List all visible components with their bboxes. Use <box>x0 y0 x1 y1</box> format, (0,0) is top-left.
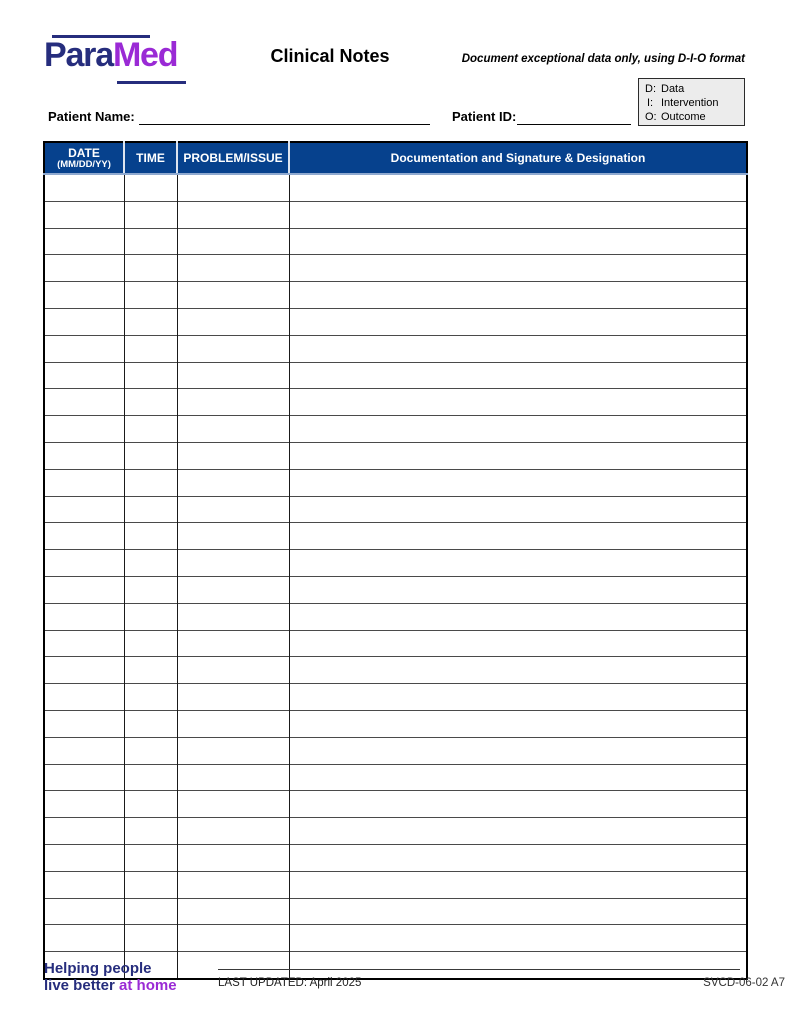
documentation-cell <box>289 174 747 201</box>
documentation-cell <box>289 764 747 791</box>
tagline-line1: Helping people <box>44 960 152 977</box>
patient-id-line <box>517 109 631 125</box>
documentation-cell <box>289 952 747 979</box>
patient-id-label: Patient ID: <box>452 109 517 124</box>
time-cell <box>124 228 177 255</box>
documentation-cell <box>289 657 747 684</box>
tagline-live-better: live better <box>44 976 115 994</box>
documentation-cell <box>289 791 747 818</box>
time-cell <box>124 925 177 952</box>
problem-cell <box>177 657 289 684</box>
legend-key: I: <box>647 97 654 109</box>
date-cell <box>44 201 124 228</box>
dio-legend <box>638 78 745 126</box>
date-cell <box>44 442 124 469</box>
logo-bottom-rule <box>117 81 186 84</box>
documentation-cell <box>289 898 747 925</box>
time-cell <box>124 335 177 362</box>
documentation-cell <box>289 710 747 737</box>
date-cell <box>44 710 124 737</box>
documentation-cell <box>289 871 747 898</box>
problem-cell <box>177 335 289 362</box>
date-cell <box>44 657 124 684</box>
date-cell <box>44 496 124 523</box>
dio-format-note: Document exceptional data only, using D-I-O format <box>461 53 745 65</box>
table-row <box>44 603 747 630</box>
time-cell <box>124 174 177 201</box>
problem-cell <box>177 469 289 496</box>
date-cell <box>44 791 124 818</box>
clinical-notes-table-body <box>44 174 747 979</box>
documentation-cell <box>289 603 747 630</box>
table-row <box>44 469 747 496</box>
date-cell <box>44 228 124 255</box>
documentation-cell <box>289 684 747 711</box>
date-cell <box>44 898 124 925</box>
date-cell <box>44 925 124 952</box>
time-cell <box>124 362 177 389</box>
documentation-cell <box>289 496 747 523</box>
table-row <box>44 818 747 845</box>
table-row <box>44 684 747 711</box>
legend-label: Data <box>661 83 685 95</box>
time-cell <box>124 576 177 603</box>
table-row <box>44 844 747 871</box>
time-cell <box>124 255 177 282</box>
table-row <box>44 201 747 228</box>
problem-cell <box>177 576 289 603</box>
logo-text-med: Med <box>112 36 178 74</box>
date-cell <box>44 603 124 630</box>
documentation-cell <box>289 844 747 871</box>
logo-text-para: Para <box>44 36 113 74</box>
tagline-at-home: at home <box>119 976 177 994</box>
documentation-cell <box>289 308 747 335</box>
table-row <box>44 442 747 469</box>
problem-cell <box>177 255 289 282</box>
problem-cell <box>177 308 289 335</box>
footer-rule <box>218 969 740 970</box>
time-cell <box>124 844 177 871</box>
date-cell <box>44 416 124 443</box>
column-header-documentation: Documentation and Signature & Designation <box>289 142 747 174</box>
problem-cell <box>177 523 289 550</box>
time-cell <box>124 308 177 335</box>
date-cell <box>44 282 124 309</box>
date-cell <box>44 308 124 335</box>
patient-name-line <box>139 109 430 125</box>
time-cell <box>124 523 177 550</box>
problem-cell <box>177 925 289 952</box>
time-cell <box>124 201 177 228</box>
problem-cell <box>177 174 289 201</box>
documentation-cell <box>289 550 747 577</box>
problem-cell <box>177 496 289 523</box>
problem-cell <box>177 737 289 764</box>
date-cell <box>44 844 124 871</box>
date-cell <box>44 255 124 282</box>
documentation-cell <box>289 416 747 443</box>
documentation-cell <box>289 523 747 550</box>
page-title: Clinical Notes <box>270 46 390 66</box>
column-header-date <box>44 142 124 174</box>
documentation-cell <box>289 335 747 362</box>
time-cell <box>124 657 177 684</box>
table-row <box>44 496 747 523</box>
last-updated-text: LAST UPDATED: April 2025 <box>218 977 362 989</box>
documentation-cell <box>289 389 747 416</box>
paramed-logo <box>44 28 204 88</box>
date-cell <box>44 737 124 764</box>
problem-cell <box>177 818 289 845</box>
date-cell <box>44 630 124 657</box>
date-cell <box>44 174 124 201</box>
date-cell <box>44 469 124 496</box>
table-row <box>44 925 747 952</box>
time-cell <box>124 469 177 496</box>
time-cell <box>124 791 177 818</box>
problem-cell <box>177 416 289 443</box>
problem-cell <box>177 201 289 228</box>
table-row <box>44 764 747 791</box>
documentation-cell <box>289 228 747 255</box>
problem-cell <box>177 844 289 871</box>
date-cell <box>44 818 124 845</box>
problem-cell <box>177 362 289 389</box>
documentation-cell <box>289 201 747 228</box>
date-cell <box>44 576 124 603</box>
time-cell <box>124 416 177 443</box>
table-row <box>44 550 747 577</box>
time-cell <box>124 630 177 657</box>
table-header-row <box>44 142 747 174</box>
table-row <box>44 657 747 684</box>
table-row <box>44 576 747 603</box>
table-row <box>44 174 747 201</box>
problem-cell <box>177 389 289 416</box>
table-row <box>44 791 747 818</box>
legend-row <box>645 110 740 124</box>
table-row <box>44 282 747 309</box>
logo-text <box>44 36 177 74</box>
date-cell <box>44 523 124 550</box>
column-header-problem: PROBLEM/ISSUE <box>177 142 289 174</box>
legend-label: Intervention <box>661 97 719 109</box>
problem-cell <box>177 791 289 818</box>
date-format-sublabel: (MM/DD/YY) <box>57 158 111 170</box>
footer-tagline <box>44 961 177 994</box>
problem-cell <box>177 898 289 925</box>
document-code: SVCD-06-02 A7 <box>703 977 785 989</box>
problem-cell <box>177 630 289 657</box>
problem-cell <box>177 710 289 737</box>
date-cell <box>44 684 124 711</box>
documentation-cell <box>289 282 747 309</box>
problem-cell <box>177 550 289 577</box>
time-cell <box>124 550 177 577</box>
date-cell <box>44 871 124 898</box>
legend-key: D: <box>645 83 656 95</box>
problem-cell <box>177 684 289 711</box>
date-cell <box>44 764 124 791</box>
time-cell <box>124 818 177 845</box>
tagline-line2 <box>44 978 177 995</box>
time-cell <box>124 871 177 898</box>
problem-cell <box>177 228 289 255</box>
time-cell <box>124 684 177 711</box>
problem-cell <box>177 442 289 469</box>
time-cell <box>124 282 177 309</box>
table-row <box>44 362 747 389</box>
table-row <box>44 630 747 657</box>
table-row <box>44 389 747 416</box>
documentation-cell <box>289 442 747 469</box>
time-cell <box>124 737 177 764</box>
legend-row <box>645 96 740 110</box>
legend-label: Outcome <box>661 111 706 123</box>
date-cell <box>44 389 124 416</box>
date-cell <box>44 335 124 362</box>
clinical-notes-table <box>43 141 748 980</box>
problem-cell <box>177 764 289 791</box>
table-row <box>44 308 747 335</box>
column-header-time: TIME <box>124 142 177 174</box>
patient-name-label: Patient Name: <box>48 109 135 124</box>
time-cell <box>124 710 177 737</box>
time-cell <box>124 496 177 523</box>
table-row <box>44 335 747 362</box>
table-row <box>44 228 747 255</box>
time-cell <box>124 603 177 630</box>
documentation-cell <box>289 737 747 764</box>
documentation-cell <box>289 255 747 282</box>
documentation-cell <box>289 469 747 496</box>
time-cell <box>124 442 177 469</box>
date-header-label: DATE <box>68 145 100 160</box>
problem-cell <box>177 603 289 630</box>
time-cell <box>124 898 177 925</box>
problem-cell <box>177 952 289 979</box>
table-row <box>44 710 747 737</box>
legend-key: O: <box>645 111 657 123</box>
table-row <box>44 737 747 764</box>
date-cell <box>44 362 124 389</box>
time-cell <box>124 389 177 416</box>
problem-cell <box>177 871 289 898</box>
documentation-cell <box>289 818 747 845</box>
table-row <box>44 523 747 550</box>
table-row <box>44 898 747 925</box>
documentation-cell <box>289 362 747 389</box>
problem-cell <box>177 282 289 309</box>
table-row <box>44 416 747 443</box>
legend-row <box>645 82 740 96</box>
table-row <box>44 871 747 898</box>
time-cell <box>124 764 177 791</box>
documentation-cell <box>289 630 747 657</box>
documentation-cell <box>289 576 747 603</box>
documentation-cell <box>289 925 747 952</box>
table-row <box>44 255 747 282</box>
date-cell <box>44 550 124 577</box>
